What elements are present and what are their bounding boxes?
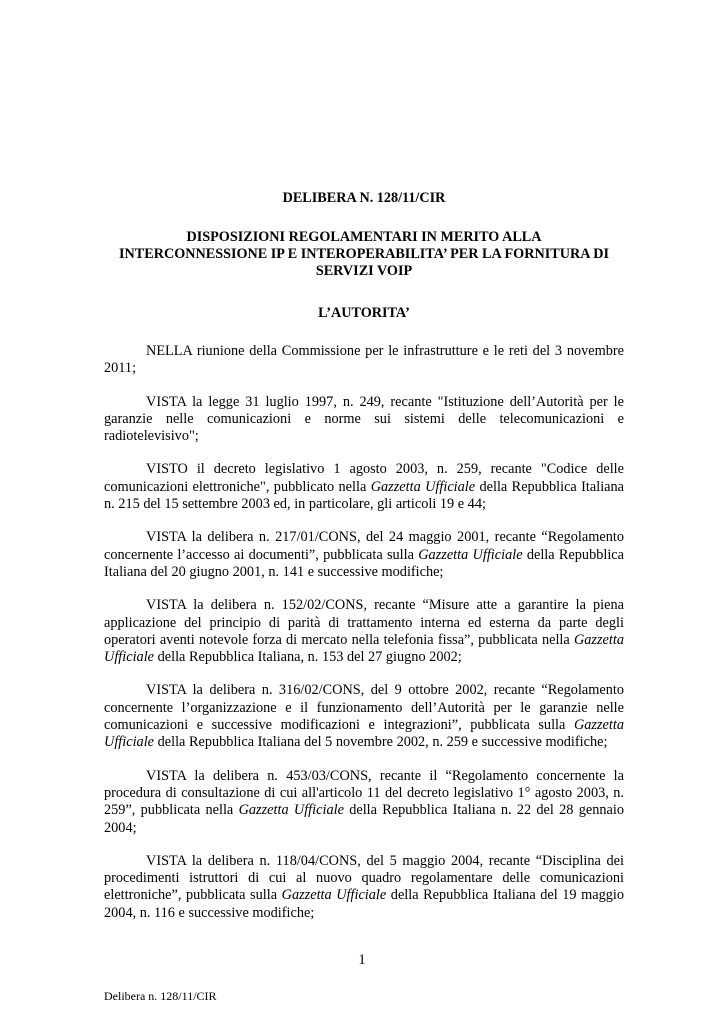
paragraph: VISTA la delibera n. 118/04/CONS, del 5 maggio 2004, recante “Disciplina dei procedimenti istruttori di cui al nuovo quadro regolamentare delle comunicazioni elettroniche”, pubblicata sulla Gazzetta Ufficiale della Repubblica Italiana del 19 maggio 2004, n. 116 e successive modifiche;: [104, 852, 624, 921]
document-body: [104, 190, 624, 938]
paragraph: VISTA la delibera n. 152/02/CONS, recante “Misure atte a garantire la piena applicazione del principio di parità di trattamento interna ed esterna da parte degli operatori aventi notevole forza di mercato nella telefonia fissa”, pubblicata nella Gazzetta Ufficiale della Repubblica Italiana, n. 153 del 27 giugno 2002;: [104, 597, 624, 666]
paragraph: VISTA la delibera n. 316/02/CONS, del 9 ottobre 2002, recante “Regolamento concernente l’organizzazione e il funzionamento dell’Autorità per le garanzie nelle comunicazioni e successive modificazioni e integrazioni”, pubblicata sulla Gazzetta Ufficiale della Repubblica Italiana del 5 novembre 2002, n. 259 e successive modifiche;: [104, 682, 624, 751]
authority-heading: L’AUTORITA’: [318, 305, 410, 321]
subject-line: SERVIZI VOIP: [315, 263, 413, 279]
page-footer: Delibera n. 128/11/CIR: [104, 989, 217, 1003]
paragraph: NELLA riunione della Commissione per le infrastrutture e le reti del 3 novembre 2011;: [104, 343, 624, 377]
document-subject: [104, 229, 624, 280]
subject-line: DISPOSIZIONI REGOLAMENTARI IN MERITO ALLA: [186, 229, 542, 245]
paragraph: VISTA la legge 31 luglio 1997, n. 249, recante "Istituzione dell’Autorità per le garanzie nelle comunicazioni e norme sui sistemi delle telecomunicazioni e radiotelevisivo";: [104, 393, 624, 445]
paragraph: VISTO il decreto legislativo 1 agosto 2003, n. 259, recante "Codice delle comunicazioni elettroniche", pubblicato nella Gazzetta Ufficiale della Repubblica Italiana n. 215 del 15 settembre 2003 ed, in particolare, gli articoli 19 e 44;: [104, 461, 625, 513]
page-number: 1: [358, 952, 366, 968]
subject-line: INTERCONNESSIONE IP E INTEROPERABILITA’ PER LA FORNITURA DI: [119, 246, 609, 262]
document-title: DELIBERA N. 128/11/CIR: [282, 190, 446, 206]
paragraph: VISTA la delibera n. 453/03/CONS, recante il “Regolamento concernente la procedura di consultazione di cui all'articolo 11 del decreto legislativo 1° agosto 2003, n. 259”, pubblicata nella Gazzetta Ufficiale della Repubblica Italiana n. 22 del 28 gennaio 2004;: [104, 767, 625, 836]
paragraph: VISTA la delibera n. 217/01/CONS, del 24 maggio 2001, recante “Regolamento concernente l’accesso ai documenti”, pubblicata sulla Gazzetta Ufficiale della Repubblica Italiana del 20 giugno 2001, n. 141 e successive modifiche;: [104, 529, 625, 580]
